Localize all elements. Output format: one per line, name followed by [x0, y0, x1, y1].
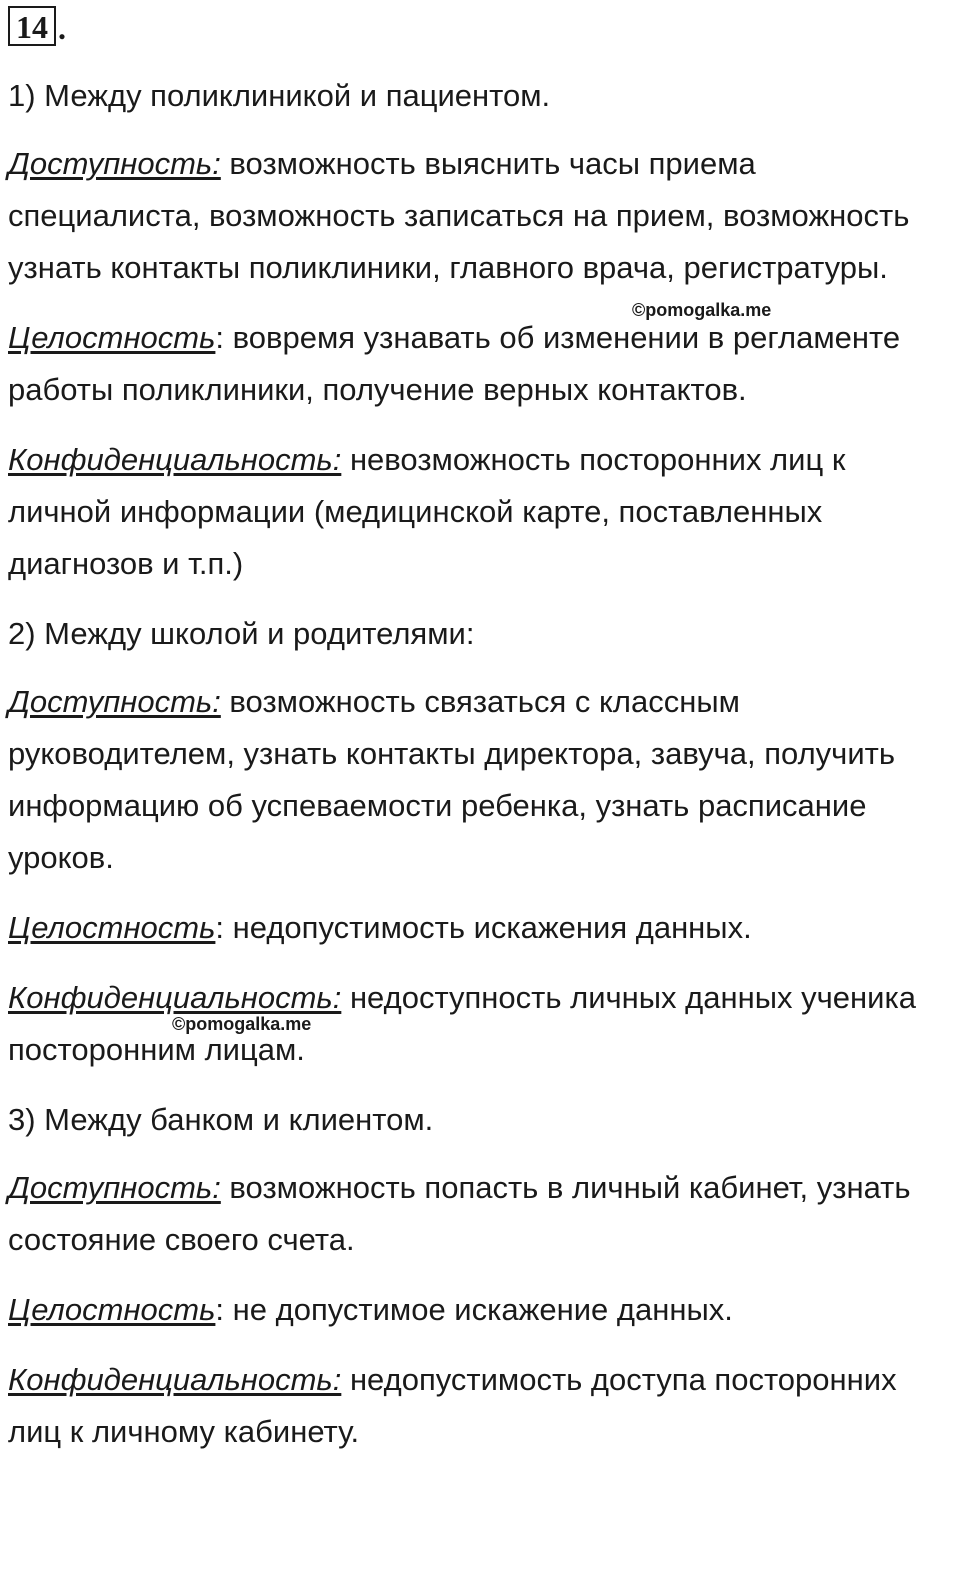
- watermark: ©pomogalka.me: [632, 300, 772, 320]
- definition-text: не допустимое искажение данных.: [224, 1292, 733, 1327]
- definition-text: возможность связаться с классным руководителем, узнать контакты директора, завуча, получить информацию об успеваемости ребенка, узнать расписание уроков.: [8, 684, 895, 875]
- section-1-confidentiality: [8, 434, 956, 590]
- term-availability: Доступность:: [8, 1170, 221, 1205]
- section-3-confidentiality: [8, 1354, 956, 1458]
- task-number-dot: .: [58, 10, 66, 46]
- section-2-integrity: [8, 902, 956, 954]
- term-availability: Доступность:: [8, 146, 221, 181]
- section-3-availability: [8, 1162, 956, 1266]
- section-2-heading: 2) Между школой и родителями:: [8, 616, 475, 651]
- section-3-heading: 3) Между банком и клиентом.: [8, 1102, 434, 1137]
- term-availability: Доступность:: [8, 684, 221, 719]
- definition-text: недопустимость доступа посторонних лиц к личному кабинету.: [8, 1362, 897, 1449]
- definition-text: невозможность посторонних лиц к личной информации (медицинской карте, поставленных диагнозов и т.п.): [8, 442, 846, 581]
- definition-text: возможность выяснить часы приема специалиста, возможность записаться на прием, возможность узнать контакты поликлиники, главного врача, регистратуры.: [8, 146, 910, 285]
- term-integrity: Целостность: [8, 910, 216, 945]
- section-3-integrity: [8, 1284, 956, 1336]
- definition-text: возможность попасть в личный кабинет, узнать состояние своего счета.: [8, 1170, 911, 1257]
- term-confidentiality: Конфиденциальность:: [8, 442, 342, 477]
- section-2-availability: [8, 676, 956, 884]
- answer-content: [8, 70, 956, 1476]
- section-1-availability: [8, 138, 956, 294]
- term-integrity: Целостность: [8, 1292, 216, 1327]
- task-number-box: 14: [8, 6, 56, 46]
- term-confidentiality: Конфиденциальность:: [8, 980, 342, 1015]
- section-1-integrity: [8, 312, 956, 416]
- section-2-confidentiality: [8, 972, 956, 1076]
- term-separator: :: [215, 320, 225, 355]
- watermark: ©pomogalka.me: [172, 1014, 312, 1034]
- term-separator: :: [215, 910, 225, 945]
- definition-text: недопустимость искажения данных.: [224, 910, 752, 945]
- task-number: [8, 8, 66, 46]
- term-confidentiality: Конфиденциальность:: [8, 1362, 342, 1397]
- definition-text: вовремя узнавать об изменении в регламенте работы поликлиники, получение верных контактов.: [8, 320, 901, 407]
- section-1-heading: 1) Между поликлиникой и пациентом.: [8, 78, 551, 113]
- term-integrity: Целостность: [8, 320, 216, 355]
- term-separator: :: [215, 1292, 225, 1327]
- definition-text: недоступность личных данных ученика посторонним лицам.: [8, 980, 916, 1067]
